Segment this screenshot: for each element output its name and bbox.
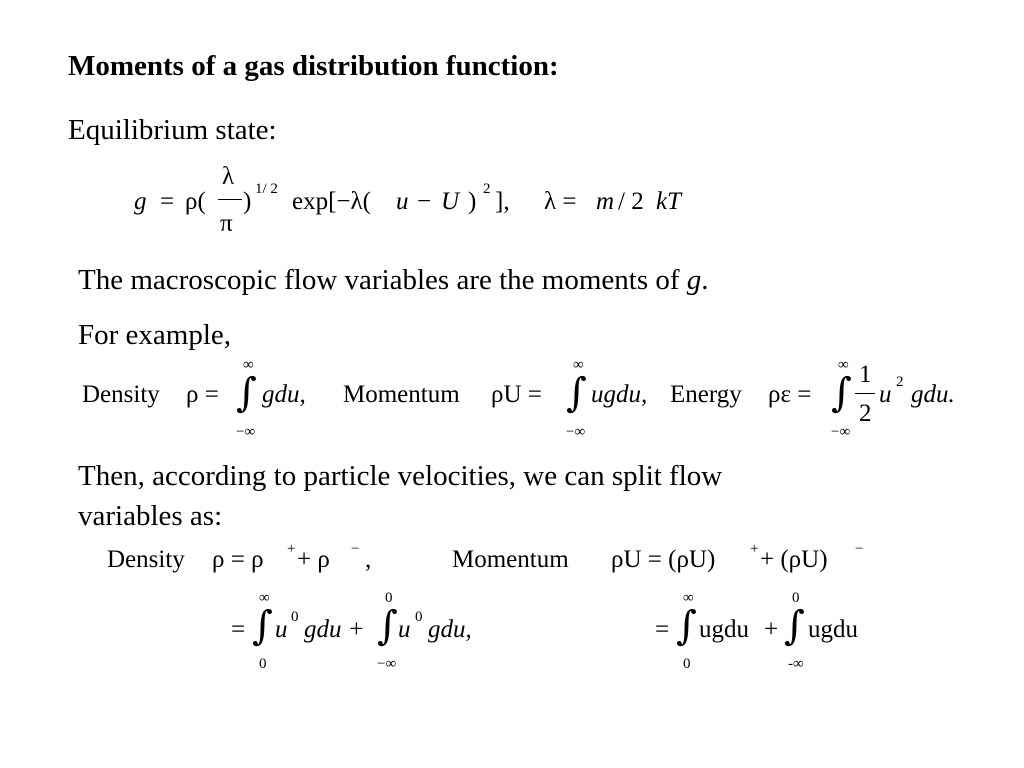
eq-close-paren: ) bbox=[243, 188, 252, 215]
density-lhs: ρ = bbox=[186, 381, 219, 408]
split-momentum-plus-sup: + bbox=[750, 541, 759, 557]
eq-rho-paren: ρ( bbox=[185, 188, 206, 215]
eq-end: ], bbox=[495, 188, 510, 215]
energy-lower-limit: −∞ bbox=[831, 424, 851, 440]
split-density-comma: , bbox=[365, 546, 372, 573]
split-density-eq: ρ = ρ bbox=[212, 546, 264, 573]
energy-u: u bbox=[879, 381, 892, 408]
split-int1-gdu-plus: gdu + bbox=[304, 616, 365, 643]
energy-half-denominator: 2 bbox=[859, 400, 872, 427]
eq-equals: = bbox=[160, 188, 175, 215]
split-density-plus: + ρ bbox=[297, 546, 330, 573]
eq-square: 2 bbox=[483, 181, 491, 197]
split-momentum-eq: ρU = (ρU) bbox=[611, 546, 716, 573]
split-int3-sign: ∫ bbox=[676, 603, 697, 649]
energy-half-bar bbox=[855, 393, 875, 394]
energy-integrand: gdu. bbox=[911, 381, 955, 408]
slide-title: Moments of a gas distribution function: bbox=[68, 50, 559, 82]
split-int4-sign: ∫ bbox=[784, 603, 805, 649]
eq-fraction-bar bbox=[218, 199, 242, 200]
split-momentum-line2-eq: = bbox=[655, 616, 670, 643]
split-density-label: Density bbox=[107, 546, 185, 573]
eq-g: g bbox=[134, 188, 147, 215]
energy-half-numerator: 1 bbox=[859, 361, 872, 388]
eq-m: m bbox=[596, 188, 615, 215]
split-momentum-minus-sup: − bbox=[855, 541, 864, 557]
split-int1-lower: 0 bbox=[259, 656, 267, 672]
split-int2-u: u bbox=[398, 616, 411, 643]
split-int1-upper: ∞ bbox=[259, 590, 270, 606]
split-momentum-plus-sign: + bbox=[764, 616, 779, 643]
eq-exp-term: exp[−λ( bbox=[292, 188, 371, 215]
eq-pi-den: π bbox=[220, 210, 233, 237]
momentum-lower-limit: −∞ bbox=[566, 424, 586, 440]
equilibrium-label: Equilibrium state: bbox=[68, 114, 277, 146]
split-int2-lower: −∞ bbox=[377, 656, 397, 672]
split-text-line1: Then, according to particle velocities, we can split flow bbox=[78, 460, 723, 492]
density-label: Density bbox=[82, 381, 160, 408]
macro-sentence: The macroscopic flow variables are the moments of bbox=[78, 264, 680, 296]
split-int4-upper: 0 bbox=[792, 590, 800, 606]
split-int1-zero-sup: 0 bbox=[291, 609, 299, 625]
energy-square: 2 bbox=[896, 374, 904, 390]
split-int2-zero-sup: 0 bbox=[415, 609, 423, 625]
density-integrand: gdu, bbox=[262, 381, 306, 408]
momentum-lhs: ρU = bbox=[491, 381, 542, 408]
split-momentum-plus: + (ρU) bbox=[760, 546, 828, 573]
split-int3-integrand: ugdu bbox=[699, 616, 749, 643]
split-density-minus-sup: − bbox=[351, 541, 360, 557]
macro-text bbox=[78, 264, 709, 297]
split-int2-sign: ∫ bbox=[377, 603, 398, 649]
eq-close2: ) bbox=[468, 188, 477, 215]
energy-lhs: ρε = bbox=[768, 381, 812, 408]
split-momentum-label: Momentum bbox=[452, 546, 569, 573]
split-int3-lower: 0 bbox=[683, 656, 691, 672]
for-example-text: For example, bbox=[78, 319, 232, 351]
split-int1-u: u bbox=[275, 616, 288, 643]
split-int3-upper: ∞ bbox=[683, 590, 694, 606]
split-int1-sign: ∫ bbox=[252, 603, 273, 649]
eq-U: U bbox=[441, 188, 460, 215]
eq-u: u bbox=[396, 188, 409, 215]
split-int2-gdu-comma: gdu, bbox=[428, 616, 472, 643]
eq-lambda-num: λ bbox=[222, 163, 235, 190]
energy-integral-sign: ∫ bbox=[831, 370, 852, 416]
density-upper-limit: ∞ bbox=[243, 357, 254, 373]
energy-upper-limit: ∞ bbox=[838, 357, 849, 373]
density-lower-limit: −∞ bbox=[236, 424, 256, 440]
energy-label: Energy bbox=[670, 381, 742, 408]
split-int4-lower: -∞ bbox=[788, 656, 804, 672]
momentum-upper-limit: ∞ bbox=[573, 357, 584, 373]
density-integral-sign: ∫ bbox=[236, 370, 257, 416]
eq-kT: kT bbox=[656, 188, 681, 215]
eq-slash-two: / 2 bbox=[618, 188, 644, 215]
momentum-integral-sign: ∫ bbox=[566, 370, 587, 416]
split-int4-integrand: ugdu bbox=[808, 616, 858, 643]
split-density-plus-sup: + bbox=[287, 541, 296, 557]
eq-minus: − bbox=[417, 188, 432, 215]
momentum-label: Momentum bbox=[343, 381, 460, 408]
momentum-integrand: ugdu, bbox=[591, 381, 648, 408]
eq-exponent-half: 1/ 2 bbox=[255, 181, 278, 197]
split-int2-upper: 0 bbox=[385, 590, 393, 606]
macro-g: g bbox=[686, 264, 702, 296]
macro-period: . bbox=[701, 264, 709, 296]
split-density-line2-eq: = bbox=[231, 616, 246, 643]
split-text-line2: variables as: bbox=[78, 500, 223, 532]
eq-lambda-def: λ = bbox=[544, 188, 577, 215]
